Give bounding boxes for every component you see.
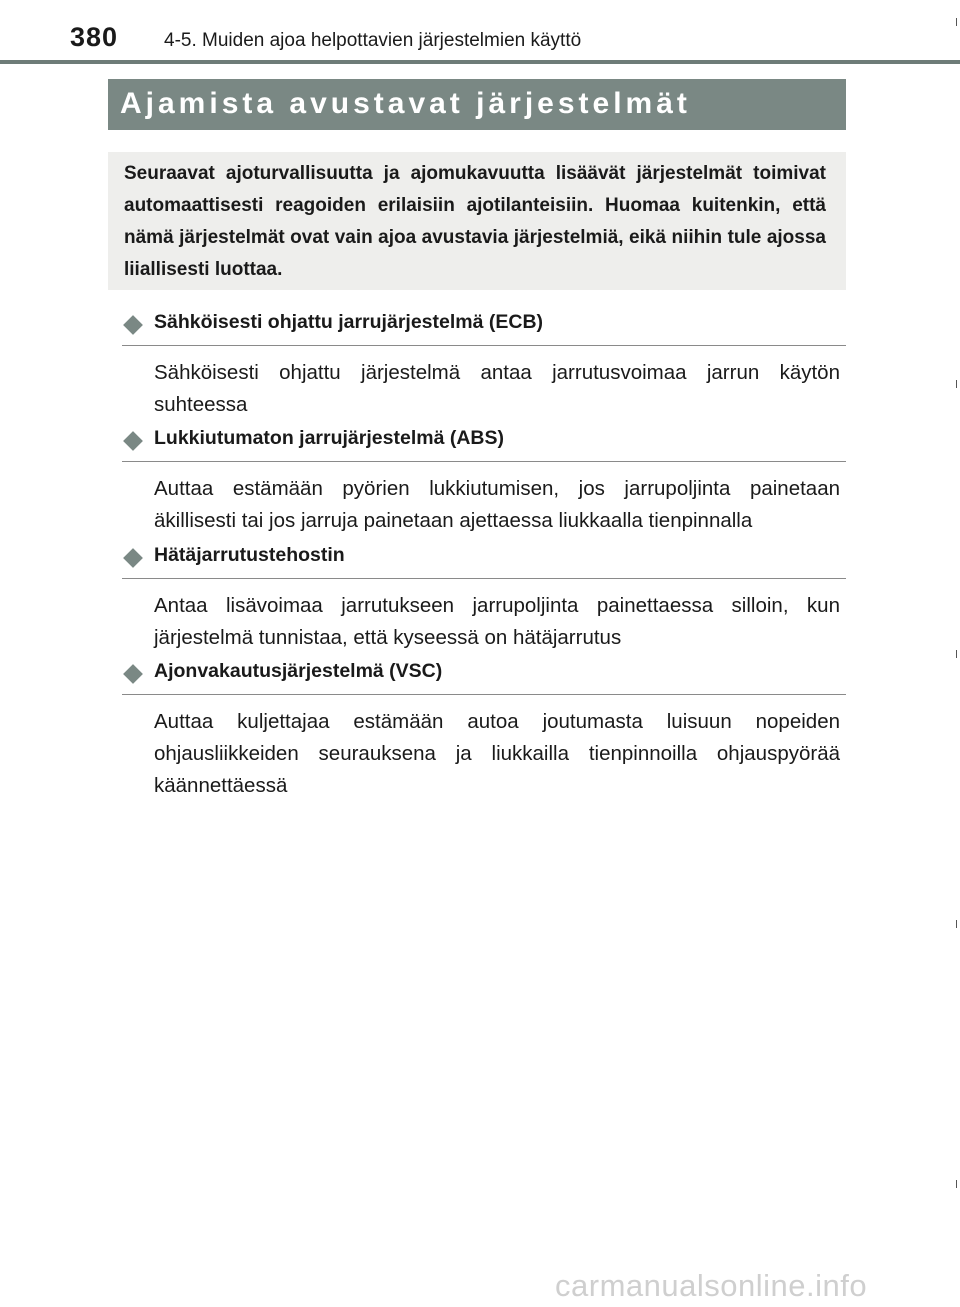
item-title: Hätäjarrutustehostin — [154, 544, 345, 566]
list-item — [108, 658, 846, 802]
watermark: carmanualsonline.info — [555, 1268, 868, 1303]
header-divider — [0, 60, 960, 64]
item-title: Lukkiutumaton jarrujärjestelmä (ABS) — [154, 427, 504, 449]
page-number: 380 — [70, 22, 119, 52]
page-title: Ajamista avustavat järjestelmät — [120, 87, 691, 120]
item-title: Ajonvakautusjärjestelmä (VSC) — [154, 660, 443, 682]
item-divider — [122, 578, 846, 579]
item-description: Auttaa estämään pyörien lukkiutumisen, jos jarrupoljinta painetaan äkillisesti tai jos jarruja painetaan ajettaessa liukkaalla tienpinnalla — [154, 477, 840, 532]
margin-tick — [956, 920, 957, 928]
item-header — [108, 658, 846, 696]
list-item — [108, 425, 846, 537]
item-header — [108, 309, 846, 347]
diamond-bullet-icon — [123, 548, 143, 568]
margin-tick — [956, 650, 957, 658]
list-item — [108, 309, 846, 421]
diamond-bullet-icon — [123, 315, 143, 335]
margin-tick — [956, 18, 957, 26]
diamond-bullet-icon — [123, 431, 143, 451]
item-description: Sähköisesti ohjattu järjestelmä antaa jarrutusvoimaa jarrun käytön suhteessa — [154, 361, 840, 416]
item-description: Auttaa kuljettajaa estämään autoa joutumasta luisuun nopeiden ohjausliikkeiden seurauksena ja liukkailla tienpinnoilla ohjauspyörää käännettäessä — [154, 710, 840, 797]
margin-tick — [956, 380, 957, 388]
item-description: Antaa lisävoimaa jarrutukseen jarrupoljinta painettaessa silloin, kun järjestelmä tunnistaa, että kyseessä on hätäjarrutus — [154, 594, 840, 649]
intro-text: Seuraavat ajoturvallisuutta ja ajomukavuutta lisäävät järjestelmät toimivat automaattisesti reagoiden erilaisiin ajotilanteisiin. Huomaa kuitenkin, että nämä järjestelmät ovat vain ajoa avustavia järjestelmiä, eikä niihin tule ajossa liiallisesti luottaa. — [124, 163, 826, 280]
item-header — [108, 542, 846, 580]
section-heading: 4-5. Muiden ajoa helpottavien järjestelmien käyttö — [164, 30, 582, 51]
page-header — [0, 0, 960, 64]
item-divider — [122, 461, 846, 462]
list-item — [108, 542, 846, 654]
title-band — [108, 79, 846, 130]
item-header — [108, 425, 846, 463]
item-title: Sähköisesti ohjattu jarrujärjestelmä (ECB) — [154, 311, 544, 333]
item-divider — [122, 694, 846, 695]
diamond-bullet-icon — [123, 664, 143, 684]
margin-tick — [956, 1180, 957, 1188]
item-divider — [122, 345, 846, 346]
intro-box — [108, 152, 846, 290]
